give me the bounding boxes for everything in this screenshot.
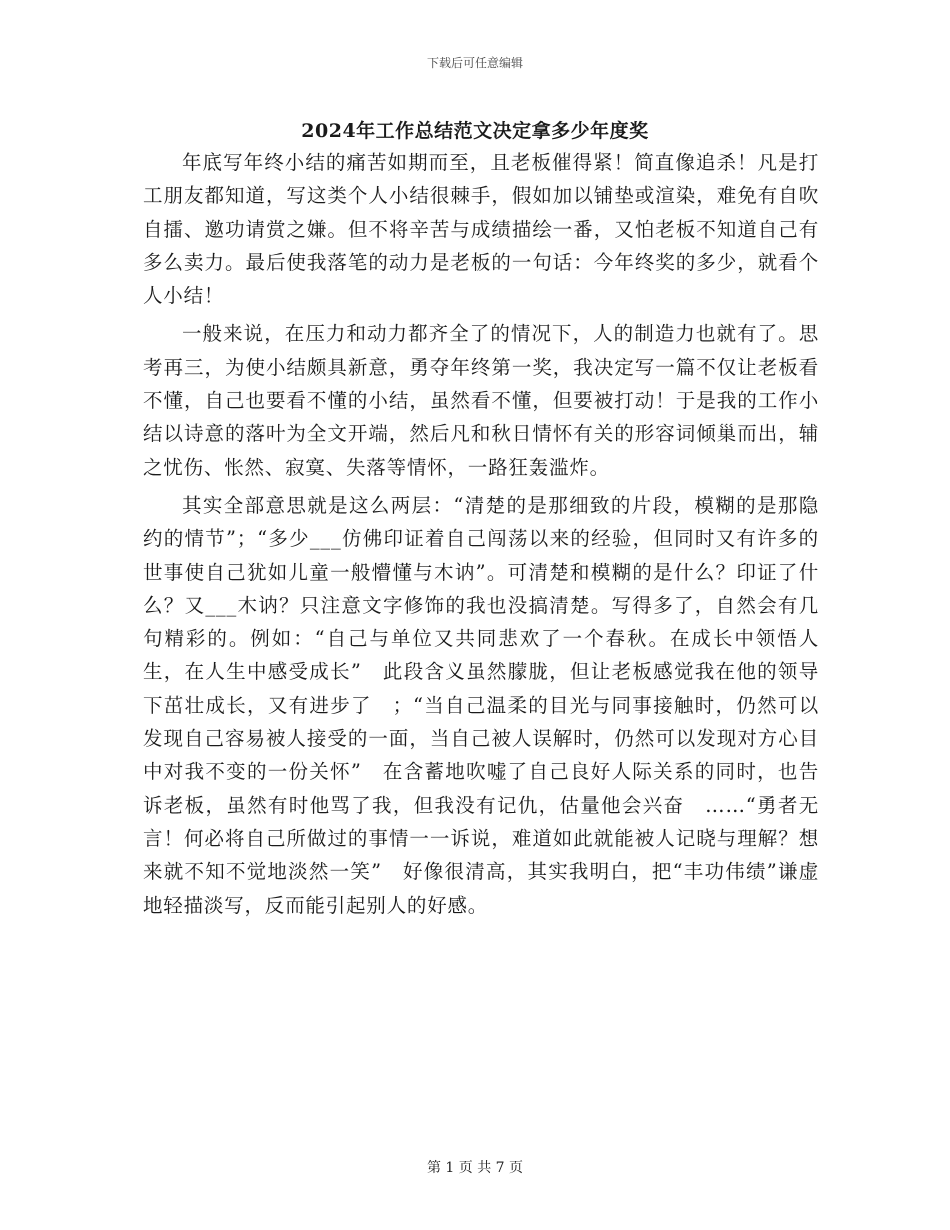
page-header-note: 下载后可任意编辑: [426, 56, 523, 70]
page-number: 第 1 页 共 7 页: [426, 1160, 524, 1176]
document-title: 2024年工作总结范文决定拿多少年度奖: [301, 120, 649, 142]
body-paragraph-2: 一般来说，在压力和动力都齐全了的情况下，人的制造力也就有了。思考再三，为使小结颇具新意，勇夺年终第一奖，我决定写一篇不仅让老板看不懂，自己也要看不懂的小结，虽然看不懂，但要被打动！于是我的工作小结以诗意的落叶为全文开端，然后凡和秋日情怀有关的形容词倾巢而出，辅之忧伤、怅然、寂寞、失落等情怀，一路狂轰滥炸。: [143, 322, 819, 479]
body-paragraph-3: 其实全部意思就是这么两层：“清楚的是那细致的片段，模糊的是那隐约的情节”；“多少___仿佛印证着自己闯荡以来的经验，但同时又有许多的世事使自己犹如儿童一般懵懂与木讷”。可清楚和模糊的是什么？印证了什么？又___木讷？只注意文字修饰的我也没搞清楚。写得多了，自然会有几句精彩的。例如：“自己与单位又共同悲欢了一个春秋。在成长中领悟人生，在人生中感受成长” 此段含义虽然朦胧，但让老板感觉我在他的领导下茁壮成长，又有进步了 ；“当自己温柔的目光与同事接触时，仍然可以发现自己容易被人接受的一面，当自己被人误解时，仍然可以发现对方心目中对我不变的一份关怀” 在含蓄地吹嘘了自己良好人际关系的同时，也告诉老板，虽然有时他骂了我，但我没有记仇，估量他会兴奋 ……“勇者无言！何必将自己所做过的事情一一诉说，难道如此就能被人记晓与理解？想来就不知不觉地淡然一笑” 好像很清高，其实我明白，把“丰功伟绩”谦虚地轻描淡写，反而能引起别人的好感。: [143, 493, 819, 917]
document-body: [143, 146, 819, 927]
body-paragraph-1: 年底写年终小结的痛苦如期而至，且老板催得紧！简直像追杀！凡是打工朋友都知道，写这类个人小结很棘手，假如加以铺垫或渲染，难免有自吹自擂、邀功请赏之嫌。但不将辛苦与成绩描绘一番，又怕老板不知道自己有多么卖力。最后使我落笔的动力是老板的一句话：今年终奖的多少，就看个人小结！: [143, 151, 819, 308]
